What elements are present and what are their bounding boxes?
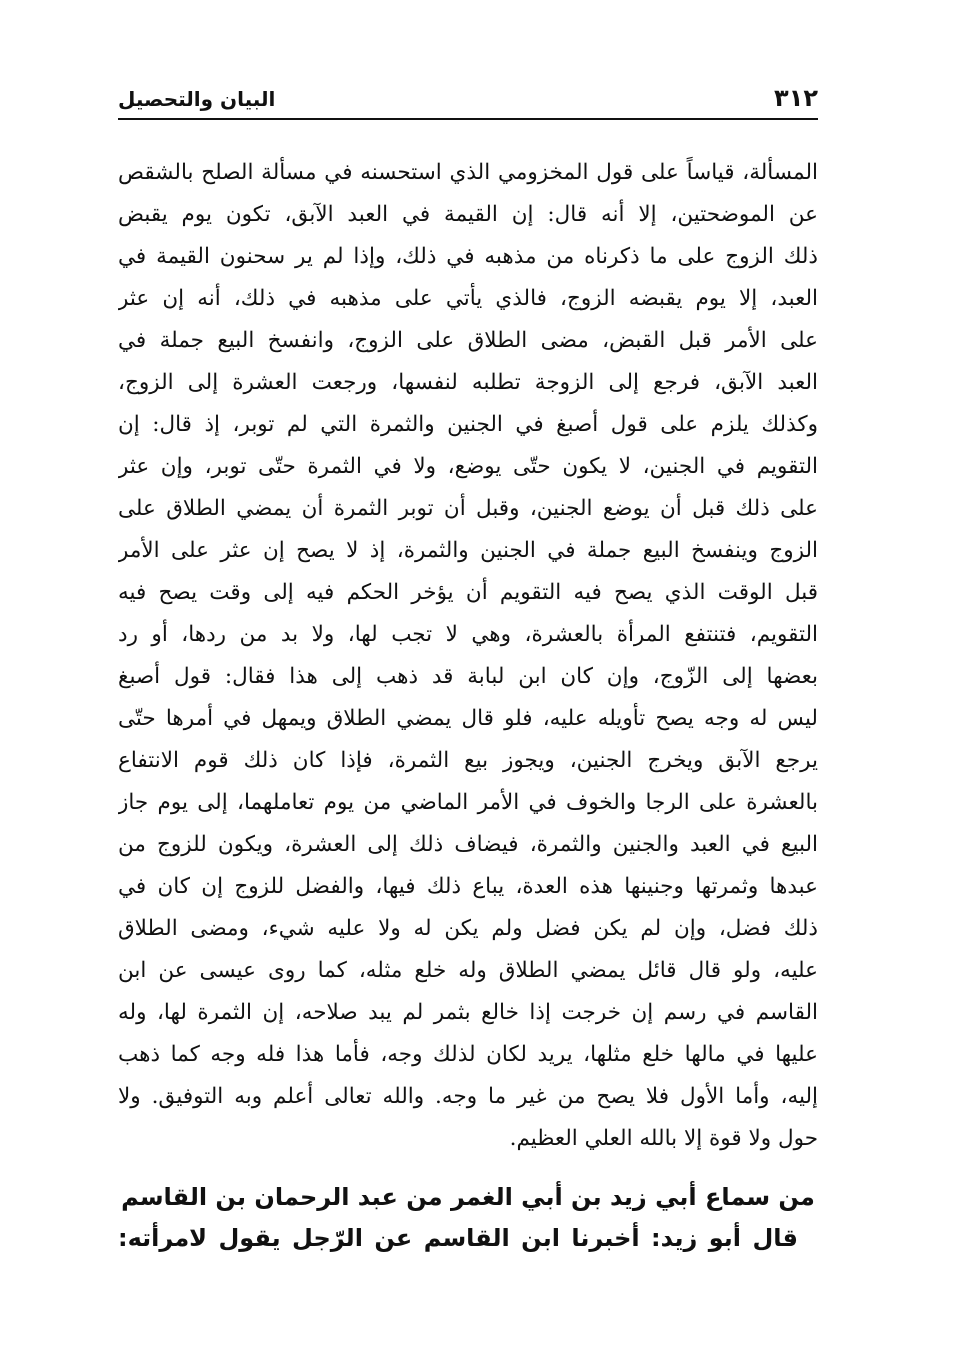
text-line: ليس له وجه يصح تأويله عليه، فلو قال يمضي الطلاق ويمهل في أمرها حتّى (118, 706, 818, 731)
closing-line: قال أبو زيد: أخبرنا ابن القاسم عن الرّجل يقول لامرأته: (118, 1224, 798, 1252)
text-line: على ذلك قبل أن يوضع الجنين، وقبل أن توبر الثمرة أن يمضي الطلاق على (118, 496, 818, 521)
text-line: عن الموضحتين، إلا أنه قال: إن القيمة في العبد الآبق، تكون يوم يقبض (118, 202, 818, 227)
page-header (118, 82, 818, 118)
text-line: ذلك فضل، وإن لم يكن فضل ولم يكن له ولا عليه شيء، ومضى الطلاق (118, 916, 818, 941)
text-line: على الأمر قبل القبض، مضى الطلاق على الزوج، وانفسخ البيع جملة في (118, 328, 818, 353)
text-line: قبل الوقت الذي يصح فيه التقويم أن يؤخر الحكم فيه إلى وقت يصح فيه (118, 580, 818, 605)
text-line: المسألة، قياساً على قول المخزومي الذي استحسنه في مسألة الصلح بالشقص (118, 160, 818, 185)
text-line: يرجع الآبق ويخرج الجنين، ويجوز بيع الثمرة، فإذا كان ذلك قوم الانتفاع (118, 748, 818, 773)
text-line: عبدها وثمرتها وجنينها هذه العدة، يباع ذلك فيها، والفضل للزوج إن كان في (118, 874, 818, 899)
text-line: بعضها إلى الزّوج، وإن كان ابن لبابة قد ذهب إلى هذا فقال: قول أصبغ (118, 664, 818, 689)
text-line: الزوج وينفسخ البيع جملة في الجنين والثمرة، إذ لا يصح إن عثر على الأمر (118, 538, 818, 563)
header-divider (118, 118, 818, 120)
text-line: وكذلك يلزم على قول أصبغ في الجنين والثمرة التي لم توبر، إذ قال: إن (118, 412, 818, 437)
text-line: ذلك الزوج على ما ذكرناه من مذهبه في ذلك، وإذا لم ير سحنون القيمة في (118, 244, 818, 269)
running-title: البيان والتحصيل (118, 87, 276, 111)
text-line: التقويم، فتنتفع المرأة بالعشرة، وهي لا تجب لها، ولا بد من ردها، أو رد (118, 622, 818, 647)
text-line: البيع في العبد والجنين والثمرة، فيضاف ذلك إلى العشرة، ويكون للزوج من (118, 832, 818, 857)
body-text (118, 152, 818, 1160)
text-line: العبد، إلا يوم يقبضه الزوج، فالذي يأتي على مذهبه في ذلك، أنه إن عثر (118, 286, 818, 311)
text-line: التقويم في الجنين، لا يكون حتّى يوضع، ولا في الثمرة حتّى توبر، وإن عثر (118, 454, 818, 479)
text-line: حول ولا قوة إلا بالله العلي العظيم. (509, 1126, 818, 1151)
text-line: إليه، وأما الأول فلا يصح من غير ما وجه. والله تعالى أعلم وبه التوفيق. ولا (118, 1084, 818, 1109)
text-line: عليها في مالها خلع مثلها، يريد لكان لذلك وجه، فأما هذا فله وجه كما ذهب (118, 1042, 818, 1067)
text-line: القاسم في رسم إن خرجت إذا خالع بثمر لم يبد صلاحه، إن الثمرة لها، وله (118, 1000, 818, 1025)
text-line: العبد الآبق، فرجع إلى الزوجة تطلبه لنفسها، ورجعت العشرة إلى الزوج، (118, 370, 818, 395)
page-number: ٣١٢ (774, 84, 818, 112)
text-line: عليه، ولو قال قائل يمضي الطلاق وله خلع مثله، كما روى عيسى عن ابن (118, 958, 818, 983)
text-line: بالعشرة على الرجا والخوف في الأمر الماضي من يوم تعاملهما، إلى يوم جاز (118, 790, 818, 815)
section-heading: من سماع أبي زيد بن أبي الغمر من عبد الرحمان بن القاسم (121, 1183, 815, 1211)
